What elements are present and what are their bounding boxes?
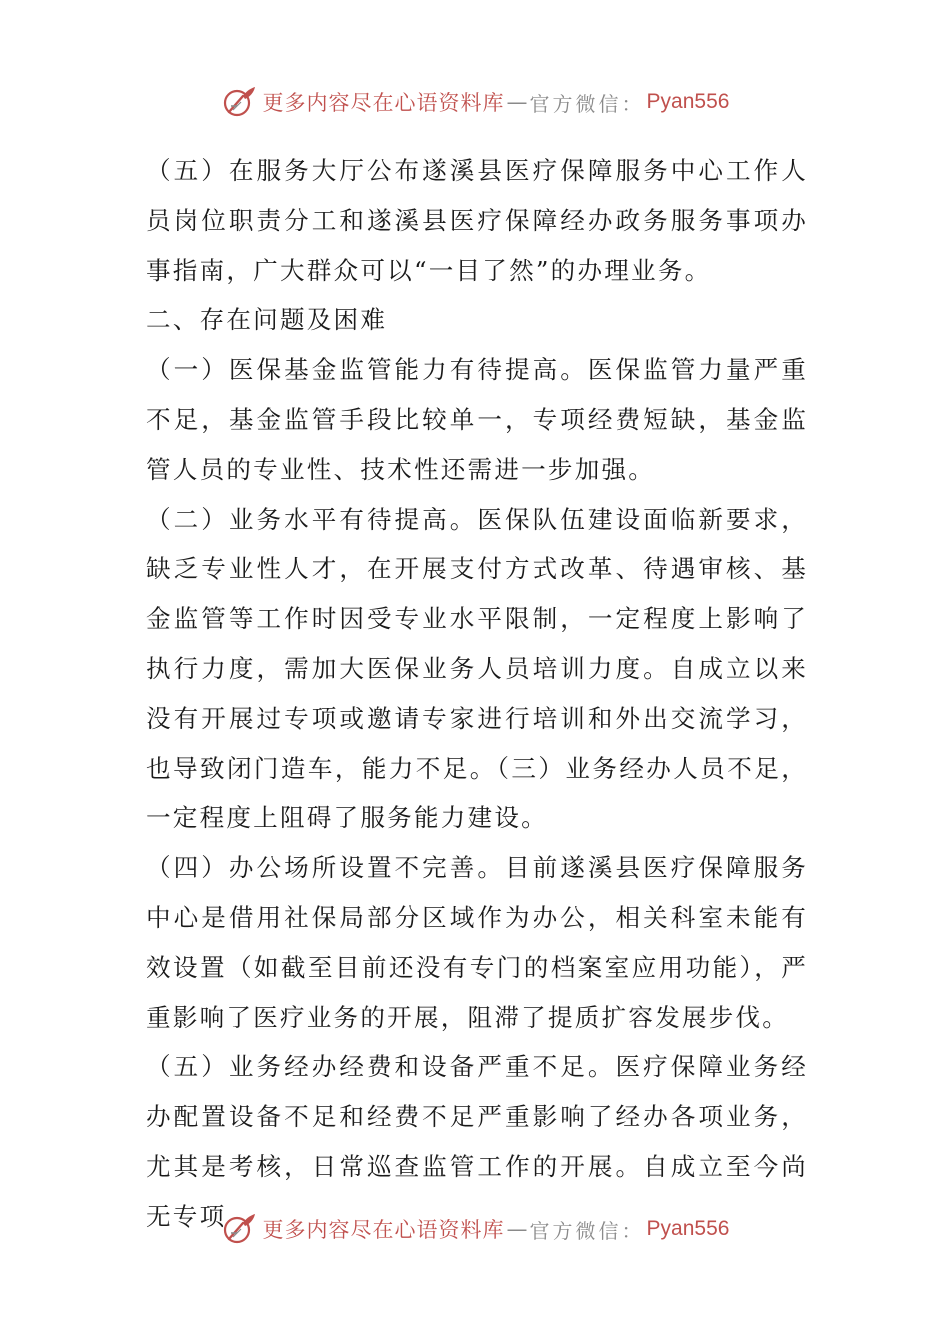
header-brand-text: 更多内容尽在心语资料库 — [262, 91, 505, 115]
paragraph-3: （二）业务水平有待提高。医保队伍建设面临新要求，缺乏专业性人才，在开展支付方式改革、待遇审核、基金监管等工作时因受专业水平限制，一定程度上影响了执行力度，需加大医保业务人员培训力度。自成立以来没有开展过专项或邀请专家进行培训和外出交流学习，也导致闭门造车，能力不足。（三）业务经办人员不足，一定程度上阻碍了服务能力建设。 — [146, 504, 808, 833]
footer-brand-text: 更多内容尽在心语资料库 — [262, 1218, 505, 1242]
header-wechat-label: 官方微信： — [529, 91, 645, 116]
paragraph-1: （五）在服务大厅公布遂溪县医疗保障服务中心工作人员岗位职责分工和遂溪县医疗保障经办政务服务事项办事指南，广大群众可以“一目了然”的办理业务。 — [146, 156, 808, 285]
footer-wechat-label: 官方微信： — [529, 1218, 645, 1243]
section-heading-problems: 二、存在问题及困难 — [146, 305, 388, 335]
paragraph-4: （四）办公场所设置不完善。目前遂溪县医疗保障服务中心是借用社保局部分区域作为办公，相关科室未能有效设置（如截至目前还没有专门的档案室应用功能），严重影响了医疗业务的开展，阻滞了提质扩容发展步伐。 — [146, 853, 808, 1032]
header-watermark-banner — [0, 82, 950, 122]
header-dash: — — [506, 90, 528, 114]
footer-watermark-banner — [0, 1209, 950, 1249]
quill-logo-icon — [221, 84, 257, 120]
header-wechat-id: Pyan556 — [646, 90, 730, 113]
quill-logo-icon — [221, 1211, 257, 1247]
footer-dash: — — [506, 1217, 528, 1241]
document-body — [146, 146, 808, 1242]
paragraph-5: （五）业务经办经费和设备严重不足。医疗保障业务经办配置设备不足和经费不足严重影响了经办各项业务，尤其是考核，日常巡查监管工作的开展。自成立至今尚无专项 — [146, 1052, 808, 1231]
paragraph-2: （一）医保基金监管能力有待提高。医保监管力量严重不足，基金监管手段比较单一，专项经费短缺，基金监管人员的专业性、技术性还需进一步加强。 — [146, 355, 808, 484]
footer-wechat-id: Pyan556 — [646, 1217, 730, 1240]
